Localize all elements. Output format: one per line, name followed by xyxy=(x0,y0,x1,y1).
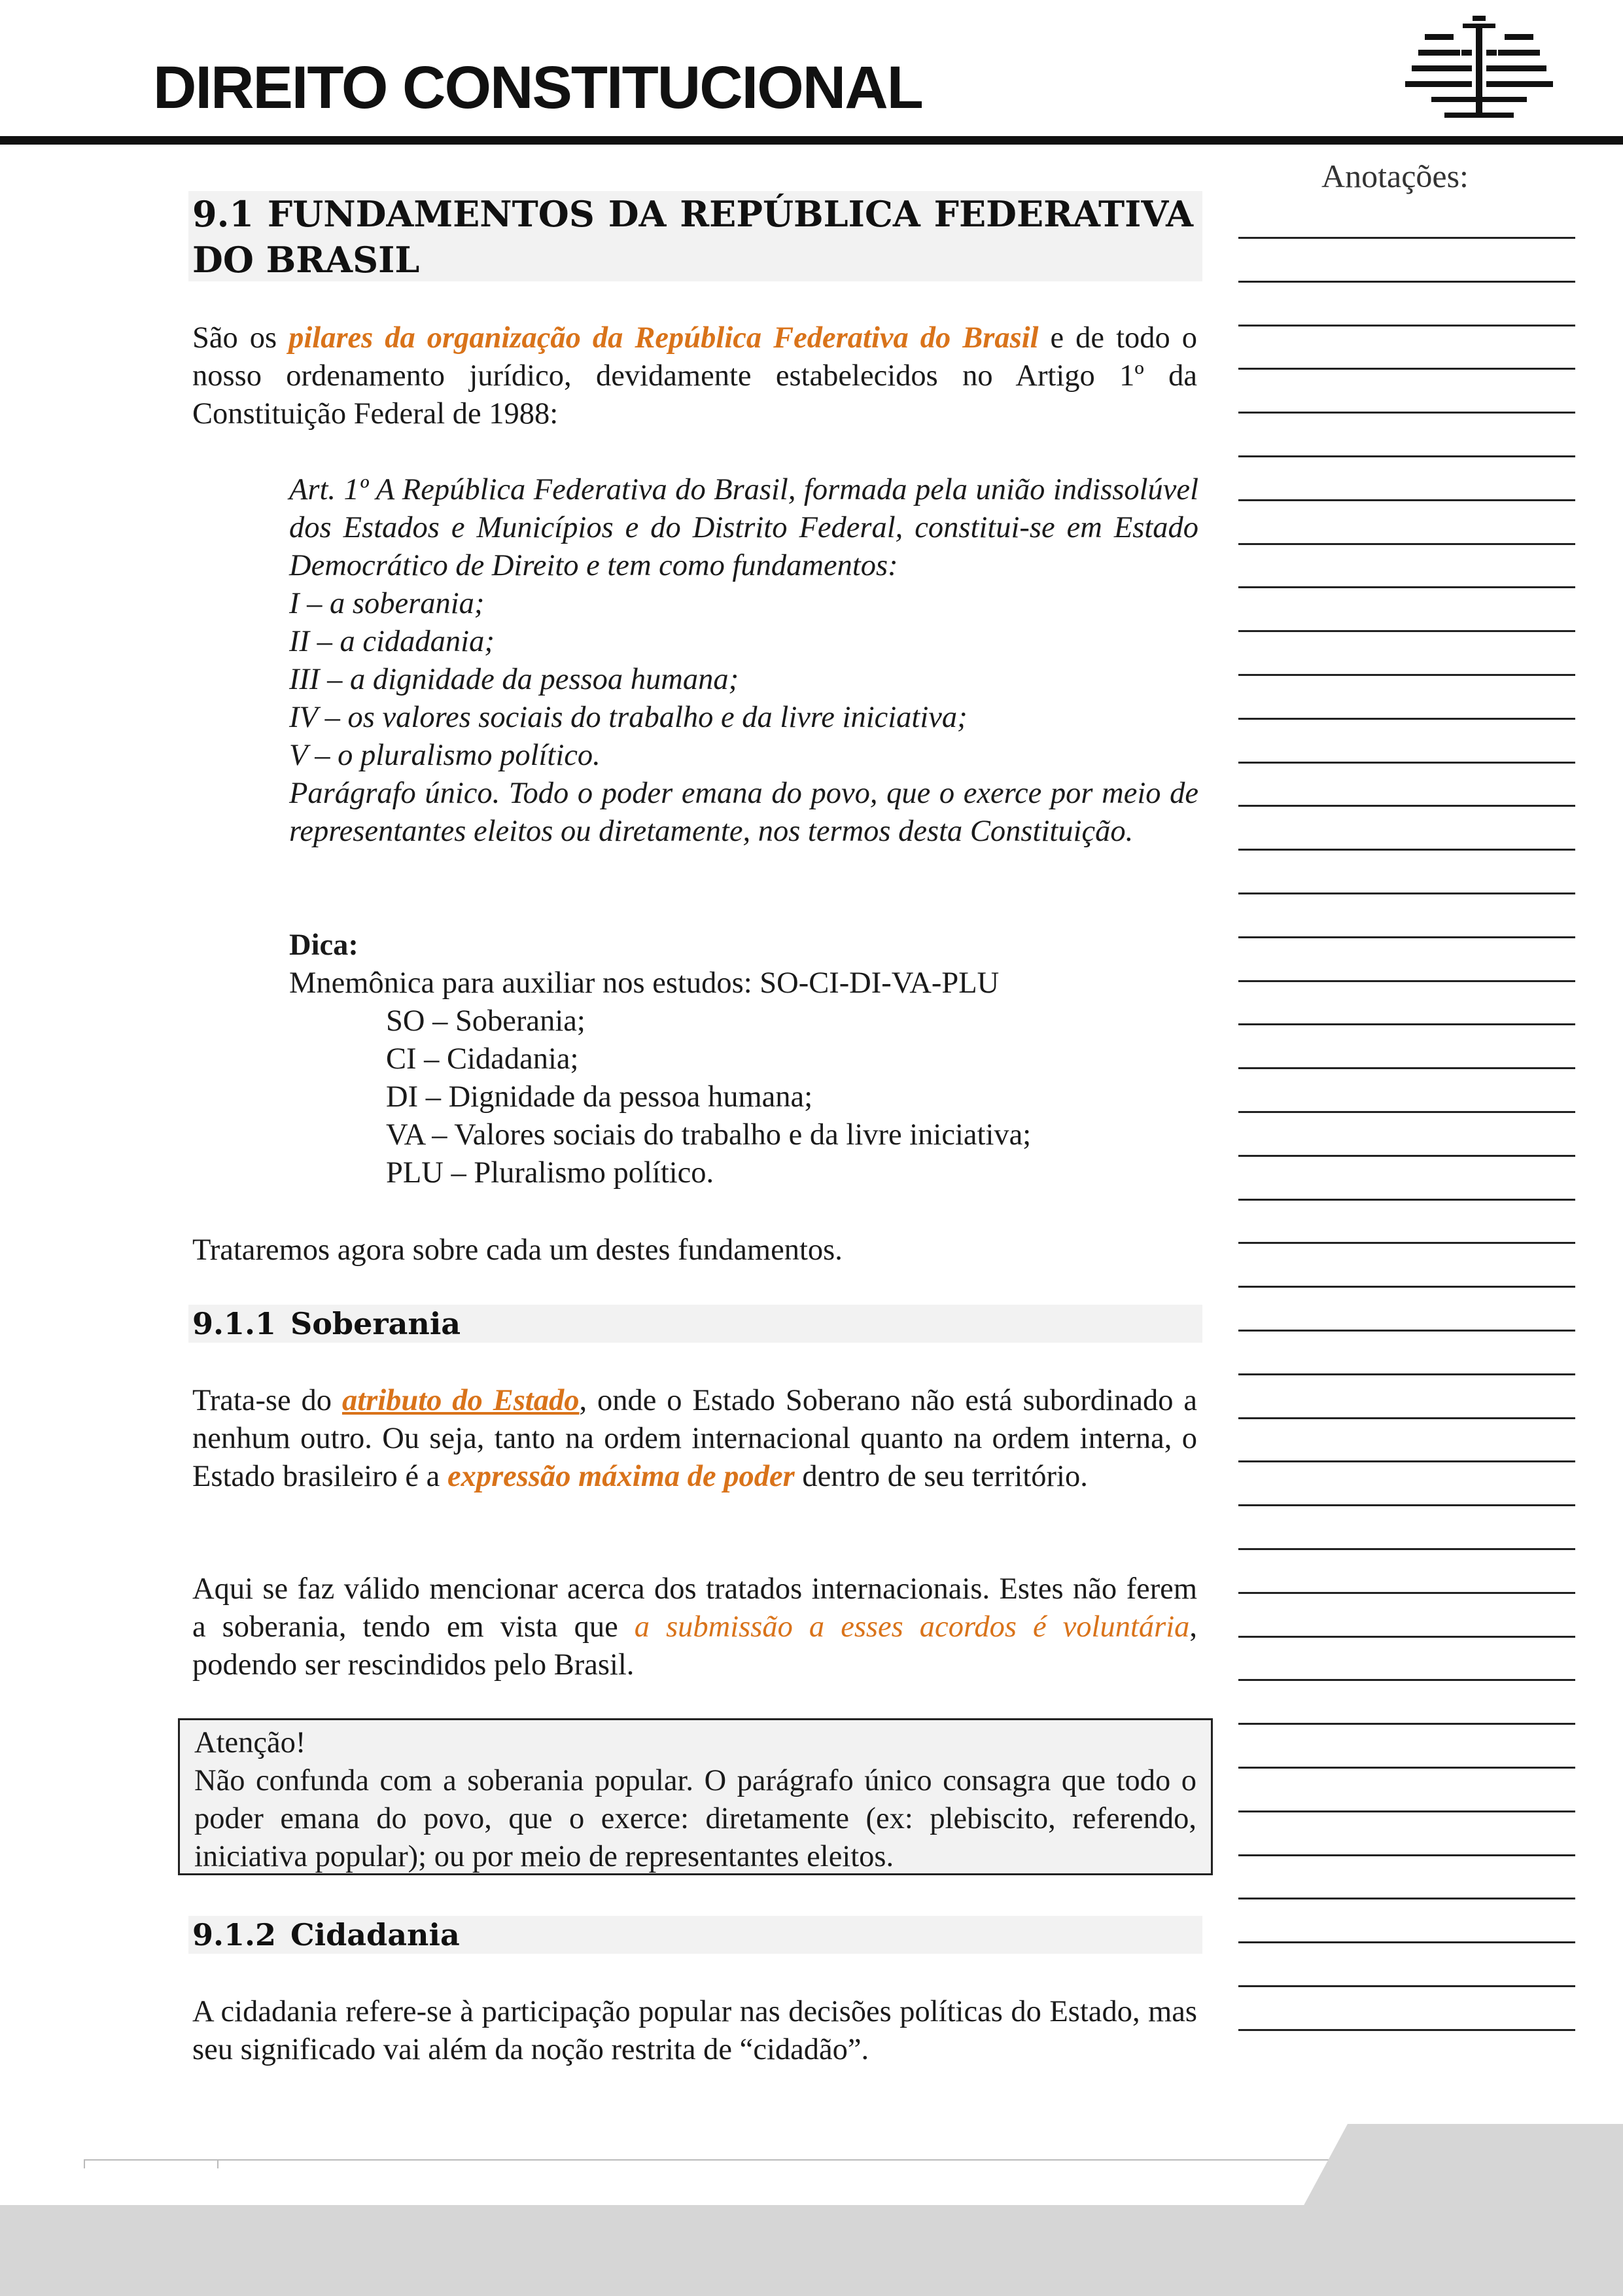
heading-word: REPÚBLICA xyxy=(680,193,920,235)
footer-tick xyxy=(84,2159,85,2168)
tip-item: PLU – Pluralismo político. xyxy=(386,1156,714,1190)
note-line[interactable] xyxy=(1238,1417,1575,1419)
note-line[interactable] xyxy=(1238,455,1575,457)
tip-heading: Dica: xyxy=(289,928,358,962)
note-line[interactable] xyxy=(1238,762,1575,764)
note-line[interactable] xyxy=(1238,1242,1575,1244)
note-line[interactable] xyxy=(1238,412,1575,414)
article-item: I – a soberania; xyxy=(289,587,485,620)
paragraph-text: , onde o Estado Soberano não está subordinado a nenhum outro. Ou seja, tanto na ordem internacional quanto na ordem interna, o Estado brasileiro é a xyxy=(192,1384,1198,1493)
tip-item: VA – Valores sociais do trabalho e da livre iniciativa; xyxy=(386,1118,1032,1152)
heading-line-2: DO BRASIL xyxy=(192,239,420,281)
footer-tick xyxy=(217,2159,218,2168)
highlight-text: expressão máxima de poder xyxy=(447,1460,795,1493)
note-line[interactable] xyxy=(1238,2029,1575,2031)
header-rule xyxy=(0,136,1623,145)
section-heading-9-1 xyxy=(188,191,1202,281)
article-caput: Art. 1º A República Federativa do Brasil, formada pela união indissolúvel dos Estados e Municípios e do Distrito Federal, constitui-se em Estado Democrático de Direito e tem como fundamentos: xyxy=(289,473,1198,582)
footer-rule xyxy=(84,2159,1494,2161)
note-line[interactable] xyxy=(1238,1548,1575,1550)
note-line[interactable] xyxy=(1238,1111,1575,1113)
paragraph-text: dentro de seu território. xyxy=(794,1460,1088,1493)
heading-word: DA xyxy=(608,193,667,235)
note-line[interactable] xyxy=(1238,630,1575,632)
tip-intro: Mnemônica para auxiliar nos estudos: SO-CI-DI-VA-PLU xyxy=(289,966,1000,1000)
soberania-paragraph-1 xyxy=(192,1382,1197,1496)
intro-text: São os xyxy=(192,321,289,355)
transition-paragraph: Trataremos agora sobre cada um destes fundamentos. xyxy=(192,1233,843,1267)
tip-box xyxy=(289,927,1198,1192)
section-number: 9.1.2 xyxy=(192,1917,277,1952)
heading-word: FUNDAMENTOS xyxy=(267,193,595,235)
note-line[interactable] xyxy=(1238,1723,1575,1725)
note-line[interactable] xyxy=(1238,849,1575,851)
note-line[interactable] xyxy=(1238,674,1575,676)
note-line[interactable] xyxy=(1238,1504,1575,1506)
note-line[interactable] xyxy=(1238,1592,1575,1594)
tip-item: DI – Dignidade da pessoa humana; xyxy=(386,1080,813,1114)
highlight-text: a submissão a esses acordos é voluntária xyxy=(634,1610,1190,1644)
note-line[interactable] xyxy=(1238,1460,1575,1462)
section-heading-9-1-1 xyxy=(188,1305,1202,1343)
scales-logo-icon xyxy=(1405,16,1553,124)
soberania-paragraph-2 xyxy=(192,1570,1197,1684)
attention-box xyxy=(178,1718,1213,1875)
note-line[interactable] xyxy=(1238,892,1575,894)
note-line[interactable] xyxy=(1238,1941,1575,1943)
cidadania-paragraph-1: A cidadania refere-se à participação popular nas decisões políticas do Estado, mas seu significado vai além da noção restrita de “cidadão”. xyxy=(192,1995,1197,2066)
article-item: II – a cidadania; xyxy=(289,625,495,658)
note-line[interactable] xyxy=(1238,1810,1575,1812)
article-item: V – o pluralismo político. xyxy=(289,739,601,772)
attention-text: Não confunda com a soberania popular. O parágrafo único consagra que todo o poder emana do povo, que o exerce: diretamente (ex: plebiscito, referendo, iniciativa popular); ou por meio de representantes eleitos. xyxy=(194,1764,1196,1873)
note-line[interactable] xyxy=(1238,1199,1575,1201)
footer-band xyxy=(0,2205,1623,2296)
article-item: IV – os valores sociais do trabalho e da livre iniciativa; xyxy=(289,701,968,734)
footer-corner-shape xyxy=(1302,2124,1623,2209)
article-paragraph: Parágrafo único. Todo o poder emana do povo, que o exerce por meio de representantes eleitos ou diretamente, nos termos desta Constituição. xyxy=(289,777,1198,848)
note-line[interactable] xyxy=(1238,1854,1575,1856)
note-line[interactable] xyxy=(1238,237,1575,239)
paragraph-text: , podendo ser rescindidos pelo Brasil. xyxy=(192,1610,1198,1682)
note-line[interactable] xyxy=(1238,1067,1575,1069)
note-line[interactable] xyxy=(1238,805,1575,807)
note-line[interactable] xyxy=(1238,281,1575,283)
tip-item: SO – Soberania; xyxy=(386,1004,585,1038)
note-line[interactable] xyxy=(1238,1373,1575,1375)
notes-label: Anotações: xyxy=(1321,158,1469,194)
note-line[interactable] xyxy=(1238,1330,1575,1332)
attention-title: Atenção! xyxy=(194,1726,306,1759)
note-line[interactable] xyxy=(1238,586,1575,588)
note-line[interactable] xyxy=(1238,1679,1575,1681)
note-line[interactable] xyxy=(1238,543,1575,545)
section-title: Cidadania xyxy=(290,1917,460,1952)
document-header-title: DIREITO CONSTITUCIONAL xyxy=(153,54,922,121)
note-line[interactable] xyxy=(1238,499,1575,501)
section-number: 9.1.1 xyxy=(192,1306,277,1341)
article-item: III – a dignidade da pessoa humana; xyxy=(289,663,739,696)
article-quote xyxy=(289,471,1198,851)
note-line[interactable] xyxy=(1238,1985,1575,1987)
note-line[interactable] xyxy=(1238,1023,1575,1025)
note-line[interactable] xyxy=(1238,718,1575,720)
note-line[interactable] xyxy=(1238,1286,1575,1288)
note-line[interactable] xyxy=(1238,368,1575,370)
note-line[interactable] xyxy=(1238,1155,1575,1157)
intro-highlight: pilares da organização da República Federativa do Brasil xyxy=(288,321,1039,355)
tip-item: CI – Cidadania; xyxy=(386,1042,579,1076)
section-number: 9.1 xyxy=(192,193,254,235)
section-title: Soberania xyxy=(290,1306,461,1341)
paragraph-text: Trata-se do xyxy=(192,1384,342,1417)
note-line[interactable] xyxy=(1238,980,1575,982)
intro-text: e de todo o nosso ordenamento jurídico, devidamente estabelecidos no Artigo 1º da Constituição Federal de 1988: xyxy=(192,321,1197,431)
note-line[interactable] xyxy=(1238,325,1575,327)
highlight-text: atributo do Estado xyxy=(341,1384,580,1417)
section-heading-9-1-2 xyxy=(188,1916,1202,1954)
note-line[interactable] xyxy=(1238,936,1575,938)
note-line[interactable] xyxy=(1238,1898,1575,1899)
note-line[interactable] xyxy=(1238,1767,1575,1769)
intro-paragraph xyxy=(192,319,1197,433)
paragraph-text: Aqui se faz válido mencionar acerca dos tratados internacionais. Estes não ferem a soberania, tendo em vista que xyxy=(192,1572,1197,1644)
heading-word: FEDERATIVA xyxy=(934,193,1193,235)
note-line[interactable] xyxy=(1238,1636,1575,1638)
